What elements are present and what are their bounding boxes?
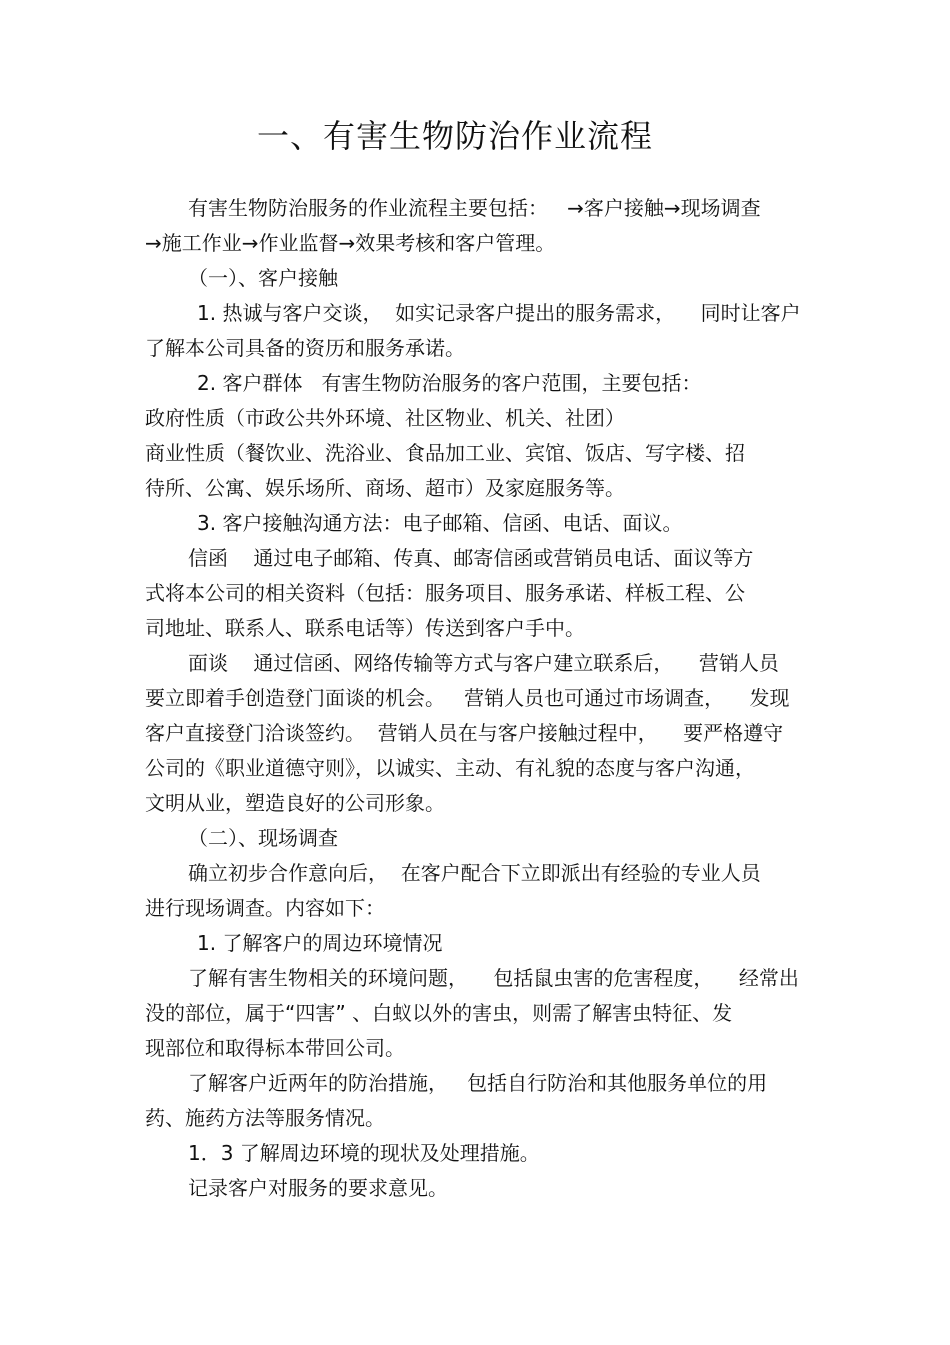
paragraph-line: 了解本公司具备的资历和服务承诺。 [145, 336, 465, 360]
paragraph-line: 3. 客户接触沟通方法：电子邮箱、信函、电话、面议。 [197, 511, 683, 535]
paragraph-line: 1. 了解客户的周边环境情况 [197, 931, 443, 955]
paragraph-line: 药、施药方法等服务情况。 [145, 1106, 385, 1130]
paragraph-line: 公司的《职业道德守则》，以诚实、主动、有礼貌的态度与客户沟通， [145, 756, 755, 780]
paragraph-line: 记录客户对服务的要求意见。 [188, 1176, 448, 1200]
paragraph-line: 政府性质（市政公共外环境、社区物业、机关、社团） [145, 406, 625, 430]
paragraph-line: 进行现场调查。内容如下： [145, 896, 385, 920]
paragraph-line: 商业性质（餐饮业、洗浴业、食品加工业、宾馆、饭店、写字楼、招 [145, 441, 745, 465]
paragraph-line: 司地址、联系人、联系电话等）传送到客户手中。 [145, 616, 585, 640]
paragraph-line: 有害生物防治服务的作业流程主要包括： →客户接触→现场调查 [188, 196, 761, 220]
paragraph-line: 了解客户近两年的防治措施， 包括自行防治和其他服务单位的用 [188, 1071, 768, 1095]
paragraph-line: 1．3 了解周边环境的现状及处理措施。 [188, 1141, 540, 1165]
paragraph-line: 面谈 通过信函、网络传输等方式与客户建立联系后， 营销人员 [188, 651, 779, 675]
paragraph-line: 客户直接登门洽谈签约。 营销人员在与客户接触过程中， 要严格遵守 [145, 721, 784, 745]
paragraph-line: 式将本公司的相关资料（包括：服务项目、服务承诺、样板工程、公 [145, 581, 745, 605]
paragraph-line: 要立即着手创造登门面谈的机会。 营销人员也可通过市场调查， 发现 [145, 686, 790, 710]
paragraph-line: 没的部位，属于“四害” 、白蚁以外的害虫，则需了解害虫特征、发 [145, 1001, 733, 1025]
paragraph-line: 了解有害生物相关的环境问题， 包括鼠虫害的危害程度， 经常出 [188, 966, 799, 990]
paragraph-line: →施工作业→作业监督→效果考核和客户管理。 [145, 231, 556, 255]
paragraph-line: 现部位和取得标本带回公司。 [145, 1036, 405, 1060]
paragraph-line: 文明从业，塑造良好的公司形象。 [145, 791, 445, 815]
paragraph-line: 1. 热诚与客户交谈， 如实记录客户提出的服务需求， 同时让客户 [197, 301, 801, 325]
paragraph-line: 信函 通过电子邮箱、传真、邮寄信函或营销员电话、面议等方 [188, 546, 754, 570]
page-title: 一、有害生物防治作业流程 [256, 117, 653, 155]
paragraph-line: 确立初步合作意向后， 在客户配合下立即派出有经验的专业人员 [188, 861, 761, 885]
section-heading: （一）、客户接触 [188, 266, 338, 290]
section-heading: （二）、现场调查 [188, 826, 338, 850]
paragraph-line: 2. 客户群体 有害生物防治服务的客户范围，主要包括： [197, 371, 702, 395]
paragraph-line: 待所、公寓、娱乐场所、商场、超市）及家庭服务等。 [145, 476, 625, 500]
